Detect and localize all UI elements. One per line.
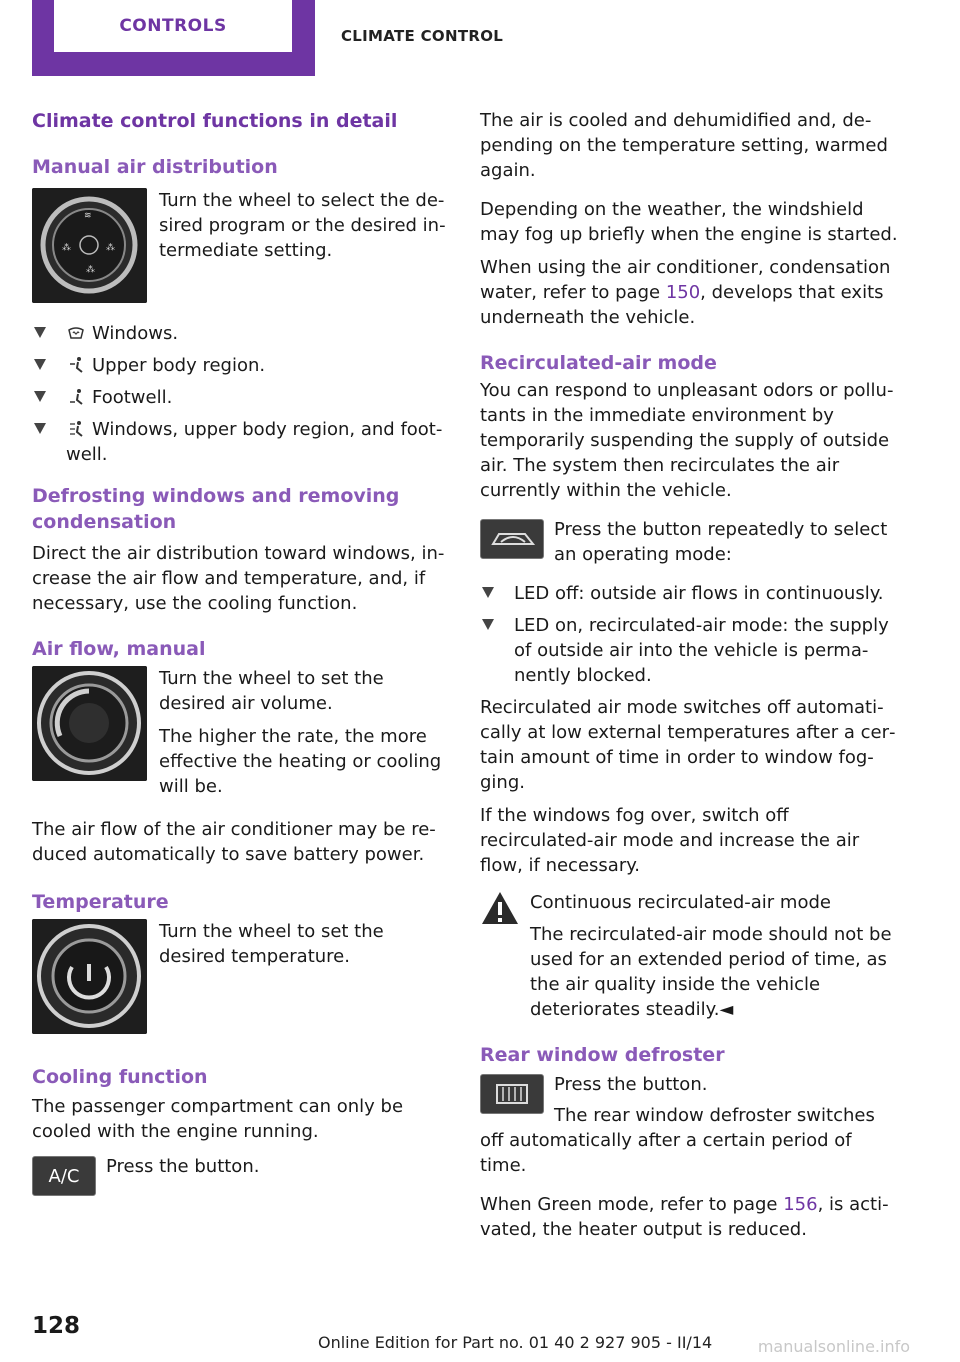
condensation-text: When using the air conditioner, condensation water, refer to page 150, develops that exits underneath the vehicle.	[480, 257, 891, 328]
recirc-auto-text: Recirculated air mode switches off automatically at low external temperatures after a certain amount of time in order to window fogging.	[480, 697, 896, 793]
rear-defroster-text: The rear window defroster switches off automatically after a certain period of time.	[480, 1105, 875, 1176]
svg-text:⁂: ⁂	[62, 243, 71, 253]
edition-footer: Online Edition for Part no. 01 40 2 927 905 - II/14	[318, 1333, 713, 1352]
svg-text:≋: ≋	[84, 211, 92, 221]
air-distribution-list	[32, 321, 450, 467]
recirc-fog-text: If the windows fog over, switch off recirculated-air mode and increase the air flow, if necessary.	[480, 805, 860, 876]
controls-tab	[32, 0, 315, 76]
footwell-icon	[66, 388, 88, 406]
recirc-heading: Recirculated-air mode	[480, 352, 717, 374]
windows-upper-body-footwell-icon	[66, 420, 88, 438]
airflow-block	[32, 666, 450, 799]
list-item: Upper body region.	[32, 353, 450, 378]
temperature-block	[32, 919, 450, 1034]
manual-air-heading: Manual air distribution	[32, 156, 278, 178]
svg-text:⁂: ⁂	[106, 243, 115, 253]
recirculation-button[interactable]	[480, 519, 544, 559]
bullet-triangle-icon	[34, 391, 46, 402]
watermark: manualsonline.info	[757, 1337, 910, 1356]
airflow-wheel-image	[32, 666, 147, 781]
temperature-heading: Temperature	[32, 891, 169, 913]
bullet-triangle-icon	[482, 587, 494, 598]
list-item: LED on, recirculated-air mode: the supply of outside air into the vehicle is permanently blocked.	[480, 613, 898, 688]
airflow-heading: Air flow, manual	[32, 638, 206, 660]
cooling-heading: Cooling function	[32, 1066, 208, 1088]
page-link-156[interactable]: 156	[783, 1194, 818, 1215]
upper-body-icon	[66, 356, 88, 374]
section-header: CLIMATE CONTROL	[341, 27, 504, 45]
bullet-triangle-icon	[34, 359, 46, 370]
cooled-text: The air is cooled and dehumidified and, depending on the temperature setting, warmed again.	[480, 110, 888, 181]
ac-button-block	[32, 1154, 450, 1187]
defrost-heading: Defrosting windows and removing condensation	[32, 485, 400, 533]
green-mode-text: When Green mode, refer to page 156, is activated, the heater output is reduced.	[480, 1194, 889, 1240]
temperature-text: Turn the wheel to set the desired temperature.	[159, 921, 384, 967]
bullet-triangle-icon	[34, 423, 46, 434]
manual-air-text: Turn the wheel to select the desired program or the desired intermediate setting.	[159, 190, 446, 261]
warning-title: Continuous recirculated-air mode	[530, 892, 831, 913]
list-item: LED off: outside air flows in continuously.	[480, 581, 898, 606]
page-number: 128	[32, 1313, 81, 1339]
manual-air-block	[32, 188, 450, 303]
air-distribution-wheel-image	[32, 188, 147, 303]
cooling-text: The passenger compartment can only be cooled with the engine running.	[32, 1096, 404, 1142]
rear-defroster-heading: Rear window defroster	[480, 1044, 725, 1066]
list-item: Windows.	[32, 321, 450, 346]
defrost-text: Direct the air distribution toward windows, increase the air flow and temperature, and, if necessary, use the cooling function.	[32, 543, 445, 614]
recirc-mode-list	[480, 581, 898, 688]
ac-button[interactable]: A/C	[32, 1156, 96, 1196]
airflow-note: The air flow of the air conditioner may be reduced automatically to save battery power.	[32, 819, 436, 865]
windshield-icon	[66, 324, 88, 342]
page-title: Climate control functions in detail	[32, 110, 398, 132]
page-link-150[interactable]: 150	[665, 282, 701, 303]
left-column	[32, 108, 450, 1187]
rear-defroster-button[interactable]	[480, 1074, 544, 1114]
tab-label: CONTROLS	[119, 15, 227, 36]
warning-text: The recirculated-air mode should not be used for an extended period of time, as the air quality inside the vehicle deteriorates steadily.◄	[530, 924, 892, 1020]
temperature-wheel-image	[32, 919, 147, 1034]
airflow-text: Turn the wheel to set the desired air volume. The higher the rate, the more effective the heating or cooling will be.	[159, 668, 442, 797]
ac-press-text: Press the button.	[106, 1156, 260, 1177]
bullet-triangle-icon	[482, 619, 494, 630]
rear-defroster-block	[480, 1072, 898, 1178]
fog-text: Depending on the weather, the windshield may fog up briefly when the engine is started.	[480, 199, 898, 245]
list-item: Footwell.	[32, 385, 450, 410]
right-column	[480, 108, 898, 1250]
warning-block	[480, 890, 898, 1022]
svg-text:⁂: ⁂	[86, 265, 95, 275]
rear-defroster-press: Press the button.	[554, 1074, 708, 1095]
recirc-text: You can respond to unpleasant odors or pollutants in the immediate environment by temporarily suspending the supply of outside air. The system then recirculates the air currently within the vehicle.	[480, 380, 894, 501]
warning-icon	[480, 890, 520, 933]
bullet-triangle-icon	[34, 327, 46, 338]
list-item: Windows, upper body region, and footwell.	[32, 417, 450, 467]
recirc-button-block	[480, 517, 898, 567]
recirc-press-text: Press the button repeatedly to select an operating mode:	[554, 519, 888, 565]
